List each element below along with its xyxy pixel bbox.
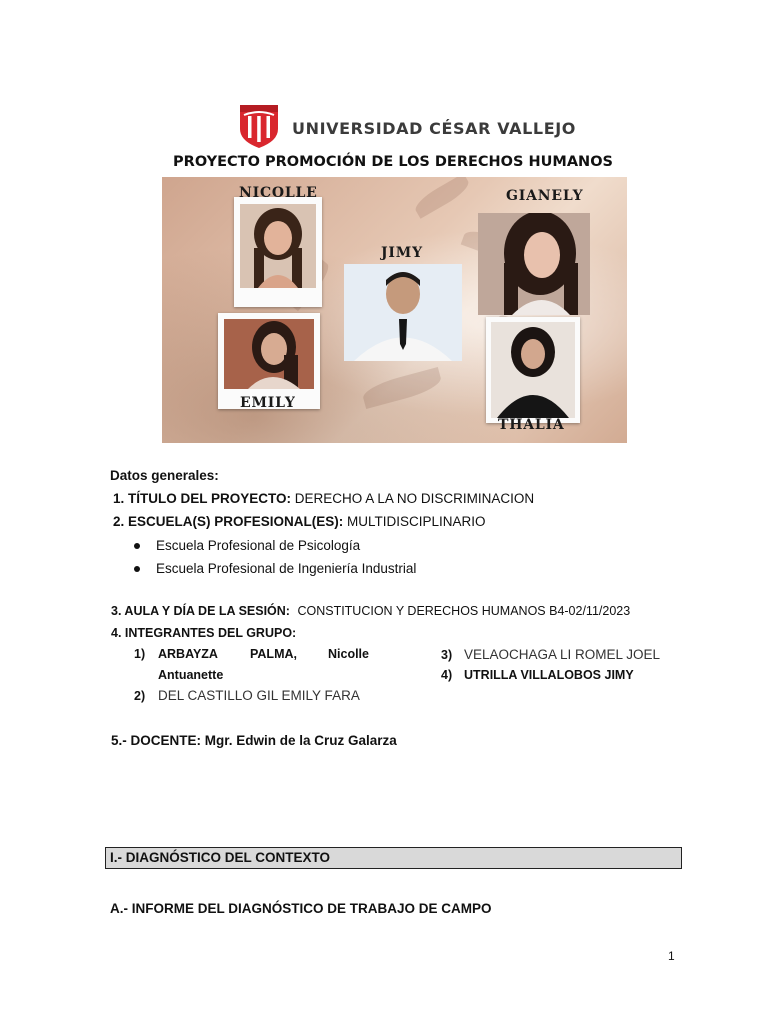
member-name-part: ARBAYZA <box>158 647 218 661</box>
school-value: MULTIDISCIPLINARIO <box>347 514 486 529</box>
project-title-label: 1. TÍTULO DEL PROYECTO: <box>113 491 292 506</box>
member-name-part: PALMA, <box>250 647 297 661</box>
teacher-line: 5.- DOCENTE: Mgr. Edwin de la Cruz Galarza <box>111 733 397 748</box>
school-label: 2. ESCUELA(S) PROFESIONAL(ES): <box>113 514 344 529</box>
member-number: 3) <box>441 648 453 662</box>
school-row <box>113 514 486 529</box>
school-item: Escuela Profesional de Ingeniería Industrial <box>156 561 417 576</box>
name-label-gianely: GIANELY <box>506 188 584 204</box>
name-label-thalia: THALIA <box>498 417 565 433</box>
member-name-part: Antuanette <box>158 668 224 682</box>
page-number: 1 <box>668 949 675 963</box>
session-label: 3. AULA Y DÍA DE LA SESIÓN: <box>111 604 290 618</box>
name-label-jimy: JIMY <box>381 245 423 261</box>
member-number: 1) <box>134 647 146 661</box>
members-label: 4. INTEGRANTES DEL GRUPO: <box>111 626 297 640</box>
member-name: UTRILLA VILLALOBOS JIMY <box>464 668 634 682</box>
section-title: I.- DIAGNÓSTICO DEL CONTEXTO <box>110 850 331 865</box>
university-logo <box>238 103 576 149</box>
member-name: VELAOCHAGA LI ROMEL JOEL <box>464 647 661 662</box>
project-title-value: DERECHO A LA NO DISCRIMINACION <box>294 491 535 506</box>
group-photo-collage <box>162 177 627 443</box>
member-number: 2) <box>134 689 146 703</box>
university-name: UNIVERSIDAD CÉSAR VALLEJO <box>292 118 576 138</box>
section-heading-box <box>105 847 682 869</box>
bullet-icon <box>134 543 140 549</box>
project-title-row <box>113 491 534 506</box>
member-name-part: Nicolle <box>328 647 369 661</box>
bullet-icon <box>134 566 140 572</box>
project-title: PROYECTO PROMOCIÓN DE LOS DERECHOS HUMANOS <box>173 154 613 170</box>
general-data-heading: Datos generales: <box>110 468 219 483</box>
name-label-emily: EMILY <box>240 395 296 411</box>
member-name: DEL CASTILLO GIL EMILY FARA <box>158 688 360 703</box>
photo-gianely <box>478 213 590 315</box>
shield-emblem-icon <box>238 103 280 149</box>
school-item: Escuela Profesional de Psicología <box>156 538 361 553</box>
member-number: 4) <box>441 668 453 682</box>
session-row <box>111 604 630 618</box>
photo-jimy <box>344 264 462 361</box>
section-subtitle: A.- INFORME DEL DIAGNÓSTICO DE TRABAJO DE CAMPO <box>110 901 492 916</box>
name-label-nicolle: NICOLLE <box>239 185 318 201</box>
session-value: CONSTITUCION Y DERECHOS HUMANOS B4-02/11/2023 <box>297 604 631 618</box>
